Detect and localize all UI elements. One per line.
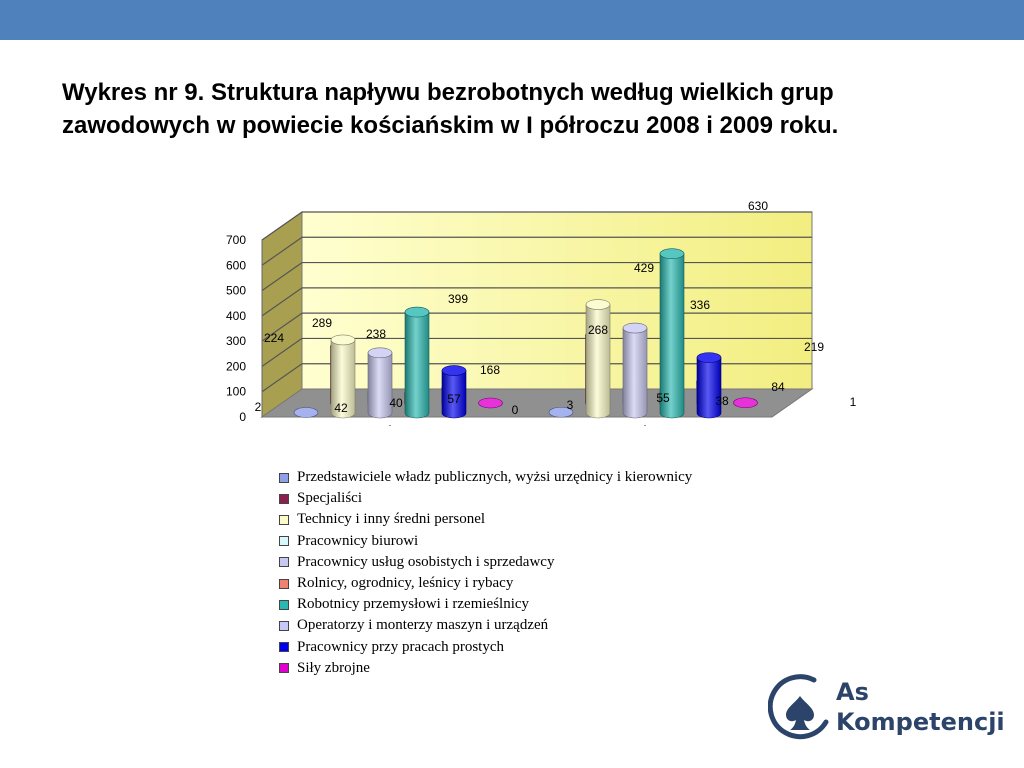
data-label: 219 (803, 340, 825, 354)
data-label: 2 (254, 400, 262, 414)
legend-label: Operatorzy i monterzy maszyn i urządzeń (297, 617, 549, 634)
data-label: 3 (566, 398, 574, 412)
legend-label: Pracownicy przy pracach prostych (297, 638, 504, 655)
data-label: 268 (587, 323, 609, 337)
data-label: 1 (849, 395, 857, 409)
data-label: 429 (633, 261, 655, 275)
legend-label: Przedstawiciele władz publicznych, wyżsi urzędnicy i kierownicy (297, 469, 693, 486)
bar (586, 300, 610, 418)
data-label: 42 (334, 401, 348, 415)
legend-item (273, 594, 803, 615)
legend-swatch (279, 515, 289, 525)
logo-line-2: Kompetencji (836, 708, 1005, 736)
legend-swatch (279, 663, 289, 673)
data-label: 84 (771, 380, 785, 394)
legend-swatch (279, 621, 289, 631)
bar (697, 353, 721, 418)
y-tick-label: 100 (225, 384, 246, 399)
data-label: 55 (656, 391, 670, 405)
legend-label: Pracownicy biurowi (297, 532, 419, 549)
y-tick-label: 400 (225, 308, 246, 323)
legend-item (273, 488, 803, 509)
data-label: 238 (365, 327, 387, 341)
bar (734, 398, 758, 408)
legend-item (273, 509, 803, 530)
y-tick-label: 200 (225, 359, 246, 374)
legend-item (273, 658, 803, 679)
page-title: Wykres nr 9. Struktura napływu bezrobotnych według wielkich grup zawodowych w powiecie kościańskim w I półroczu 2008 i 2009 roku. (62, 79, 839, 139)
legend-item (273, 552, 803, 573)
legend-label: Rolnicy, ogrodnicy, leśnicy i rybacy (297, 575, 514, 592)
chart-legend (272, 466, 804, 690)
data-label: 168 (479, 363, 501, 377)
bar (294, 407, 318, 417)
y-tick-label: 0 (239, 410, 246, 424)
legend-swatch (279, 557, 289, 567)
legend-label: Robotnicy przemysłowi i rzemieślnicy (297, 596, 530, 613)
x-tick-label: . (388, 418, 392, 428)
data-label: 336 (689, 298, 711, 312)
logo (768, 670, 1005, 750)
legend-swatch (279, 642, 289, 652)
legend-label: Siły zbrojne (297, 659, 370, 676)
legend-swatch (279, 536, 289, 546)
legend-label: Technicy i inny średni personel (297, 511, 486, 528)
bar (405, 307, 429, 418)
spade-in-circle-icon (768, 670, 834, 750)
legend-swatch (279, 600, 289, 610)
legend-item (273, 615, 803, 636)
legend-item (273, 637, 803, 658)
data-label: 289 (311, 316, 333, 330)
legend-item (273, 573, 803, 594)
data-label: 630 (747, 199, 769, 213)
y-tick-label: 300 (225, 334, 246, 349)
y-tick-label: 600 (225, 258, 246, 273)
data-label: 224 (263, 331, 285, 345)
side-wall (262, 212, 302, 417)
x-tick-label: . (643, 418, 647, 428)
legend-swatch (279, 473, 289, 483)
logo-line-1: As (836, 678, 869, 706)
legend-swatch (279, 579, 289, 589)
bar (479, 398, 503, 408)
data-label: 57 (447, 392, 461, 406)
y-tick-label: 500 (225, 283, 246, 298)
legend-swatch (279, 494, 289, 504)
data-label: 0 (511, 403, 519, 417)
legend-label: Specjaliści (297, 490, 362, 507)
data-label: 399 (447, 292, 469, 306)
legend-item (273, 531, 803, 552)
data-label: 38 (715, 394, 729, 408)
legend-item (273, 467, 803, 488)
legend-label: Pracownicy usług osobistych i sprzedawcy (297, 553, 555, 570)
y-tick-label: 700 (225, 233, 246, 247)
bar (623, 323, 647, 418)
data-label: 40 (389, 396, 403, 410)
